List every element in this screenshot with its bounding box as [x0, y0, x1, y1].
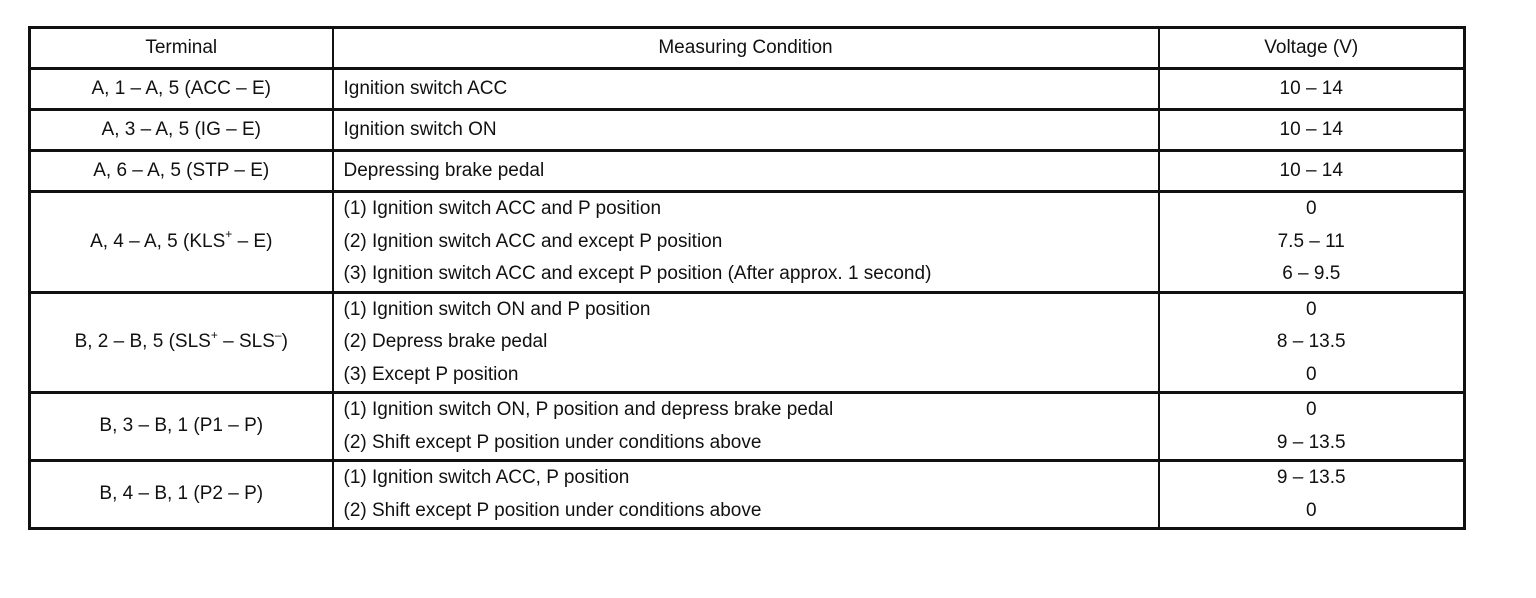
voltage-value: 0 — [1305, 499, 1317, 521]
condition-line: (2) Depress brake pedal — [343, 331, 548, 352]
voltage-value: 0 — [1305, 298, 1317, 320]
condition-cell — [333, 393, 1159, 461]
condition-line: Depressing brake pedal — [343, 160, 545, 181]
condition-cell — [333, 110, 1159, 151]
voltage-value: 0 — [1305, 363, 1317, 385]
table-row — [30, 192, 1465, 293]
condition-cell — [333, 192, 1159, 293]
terminal-cell — [30, 151, 333, 192]
header-measuring-condition: Measuring Condition — [333, 28, 1159, 69]
condition-line: (3) Ignition switch ACC and except P position (After approx. 1 second) — [343, 263, 932, 284]
voltage-value: 0 — [1305, 399, 1317, 420]
condition-line: (1) Ignition switch ACC and P position — [343, 198, 662, 219]
terminal-cell — [30, 192, 333, 293]
voltage-value: 9 – 13.5 — [1276, 431, 1346, 453]
table-row — [30, 151, 1465, 192]
terminal-cell — [30, 110, 333, 151]
condition-line: Ignition switch ACC — [343, 78, 508, 99]
terminal-label: B, 4 – B, 1 (P2 – P) — [99, 483, 264, 505]
voltage-value: 6 – 9.5 — [1282, 263, 1341, 284]
voltage-value: 10 – 14 — [1279, 119, 1343, 140]
condition-cell — [333, 69, 1159, 110]
voltage-cell — [1159, 292, 1465, 393]
terminal-cell — [30, 461, 333, 529]
superscript-plus: + — [210, 327, 218, 342]
table-row — [30, 292, 1465, 393]
voltage-value: 7.5 – 11 — [1277, 230, 1345, 252]
table-row — [30, 461, 1465, 529]
terminal-label: B, 3 – B, 1 (P1 – P) — [99, 415, 264, 437]
header-voltage: Voltage (V) — [1159, 28, 1465, 69]
voltage-cell — [1159, 110, 1465, 151]
condition-line: (2) Shift except P position under conditions above — [343, 431, 762, 453]
voltage-value: 10 – 14 — [1279, 160, 1343, 181]
condition-cell — [333, 151, 1159, 192]
condition-line: (2) Ignition switch ACC and except P position — [343, 230, 723, 252]
voltage-value: 9 – 13.5 — [1276, 467, 1346, 488]
voltage-cell — [1159, 461, 1465, 529]
voltage-cell — [1159, 151, 1465, 192]
condition-line: (2) Shift except P position under conditions above — [343, 499, 762, 521]
voltage-value: 0 — [1305, 198, 1317, 219]
terminal-label: A, 3 – A, 5 (IG – E) — [101, 119, 261, 140]
table-row — [30, 110, 1465, 151]
voltage-value: 8 – 13.5 — [1276, 331, 1346, 352]
terminal-cell — [30, 292, 333, 393]
terminal-label: A, 1 – A, 5 (ACC – E) — [91, 78, 272, 99]
terminal-label: B, 2 – B, 5 (SLS+ – SLS–) — [74, 327, 288, 352]
condition-line: (1) Ignition switch ON, P position and depress brake pedal — [343, 399, 834, 420]
terminal-label: A, 6 – A, 5 (STP – E) — [93, 160, 270, 181]
header-terminal: Terminal — [30, 28, 333, 69]
voltage-cell — [1159, 69, 1465, 110]
voltage-value: 10 – 14 — [1279, 78, 1343, 99]
superscript-minus: – — [274, 327, 282, 342]
condition-line: (3) Except P position — [343, 363, 519, 385]
condition-line: (1) Ignition switch ON and P position — [343, 298, 651, 320]
terminal-label: A, 4 – A, 5 (KLS+ – E) — [90, 227, 273, 252]
condition-line: (1) Ignition switch ACC, P position — [343, 467, 630, 488]
table-row — [30, 69, 1465, 110]
header-row — [30, 28, 1465, 69]
voltage-cell — [1159, 393, 1465, 461]
voltage-cell — [1159, 192, 1465, 293]
condition-cell — [333, 461, 1159, 529]
condition-cell — [333, 292, 1159, 393]
condition-line: Ignition switch ON — [343, 119, 497, 140]
superscript-plus: + — [225, 227, 233, 242]
terminal-cell — [30, 69, 333, 110]
terminal-voltage-table — [28, 26, 1466, 530]
terminal-cell — [30, 393, 333, 461]
table-row — [30, 393, 1465, 461]
